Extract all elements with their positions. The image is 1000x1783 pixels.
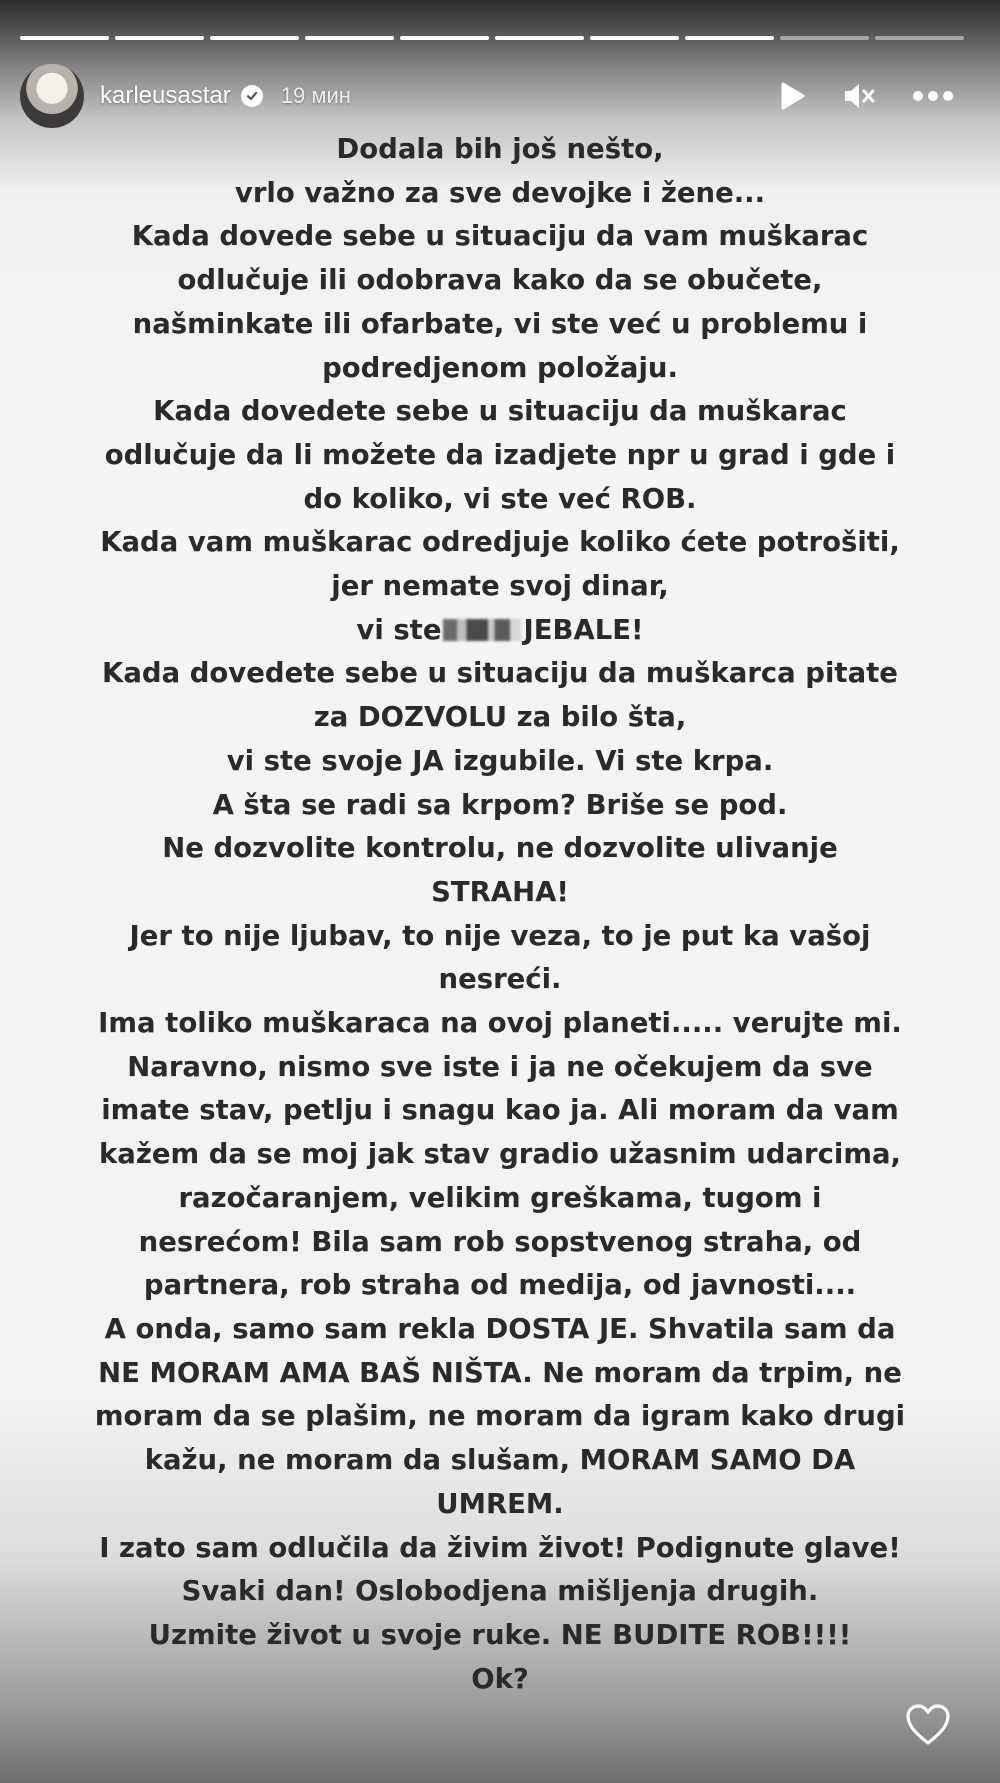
story-line: Kada dovedete sebe u situaciju da muškarac: [153, 395, 847, 428]
mute-button[interactable]: [842, 81, 876, 111]
story-line: odlučuje ili odobrava kako da se obučete,: [177, 264, 823, 297]
progress-segment: [685, 36, 774, 40]
heart-icon: [905, 1703, 951, 1747]
story-line: vi ste svoje JA izgubile. Vi ste krpa.: [226, 744, 774, 777]
verified-badge-icon: [241, 85, 263, 107]
progress-segment: [20, 36, 109, 40]
story-line-censored: [40, 609, 960, 653]
story-line: nesrećom! Bila sam rob sopstvenog straha, od: [138, 1225, 862, 1258]
play-icon: [778, 81, 806, 111]
username[interactable]: karleusastar: [100, 82, 231, 109]
more-icon: [912, 90, 954, 102]
post-time: 19 мин: [280, 83, 351, 108]
censor-blur: [443, 619, 521, 641]
story-line: Kada dovedete sebe u situaciju da muškarca pitate: [102, 657, 898, 690]
story-line-part: vi ste: [356, 613, 442, 646]
story-line: nesreći.: [438, 963, 562, 996]
story-line: imate stav, petlju i snagu kao ja. Ali moram da vam: [101, 1094, 899, 1127]
story-line: Ima toliko muškaraca na ovoj planeti..... verujte mi.: [98, 1007, 902, 1040]
progress-segment: [495, 36, 584, 40]
story-line: Kada vam muškarac odredjuje koliko ćete potrošiti,: [100, 526, 900, 559]
story-line: Naravno, nismo sve iste i ja ne očekujem da sve: [127, 1050, 873, 1083]
progress-segment: [875, 36, 964, 40]
story-line: Ne dozvolite kontrolu, ne dozvolite ulivanje: [162, 832, 838, 865]
story-line: moram da se plašim, ne moram da igram kako drugi: [94, 1400, 906, 1433]
story-line: Ok?: [471, 1662, 529, 1695]
story-line: I zato sam odlučila da živim život! Podignute glave!: [99, 1531, 901, 1564]
story-line: našminkate ili ofarbate, vi ste već u problemu i: [132, 307, 868, 340]
story-line: Kada dovede sebe u situaciju da vam muškarac: [131, 220, 869, 253]
story-line: podredjenom položaju.: [322, 351, 678, 384]
story-line-part: JEBALE!: [523, 613, 644, 646]
story-line: NE MORAM AMA BAŠ NIŠTA. Ne moram da trpim, ne: [98, 1356, 902, 1389]
story-progress-bar: [20, 36, 964, 40]
story-text: [40, 128, 960, 1701]
mute-icon: [842, 81, 876, 111]
story-line: jer nemate svoj dinar,: [331, 570, 669, 603]
story-line: UMREM.: [436, 1487, 564, 1520]
story-line: A šta se radi sa krpom? Briše se pod.: [212, 788, 788, 821]
play-button[interactable]: [778, 81, 806, 111]
progress-segment: [210, 36, 299, 40]
progress-segment: [590, 36, 679, 40]
story-line: partnera, rob straha od medija, od javnosti....: [143, 1269, 857, 1302]
story-line: kažem da se moj jak stav gradio užasnim udarcima,: [99, 1138, 901, 1171]
story-line: kažu, ne moram da slušam, MORAM SAMO DA: [144, 1444, 856, 1477]
story-line: za DOZVOLU za bilo šta,: [313, 701, 687, 734]
story-line: razočaranjem, velikim greškama, tugom i: [178, 1181, 822, 1214]
story-line: Uzmite život u svoje ruke. NE BUDITE ROB!!!!: [148, 1618, 852, 1651]
progress-segment: [400, 36, 489, 40]
story-header: [20, 64, 964, 128]
progress-segment-current: [780, 36, 869, 40]
story-line: do koliko, vi ste već ROB.: [303, 482, 697, 515]
story-line: Dodala bih još nešto,: [336, 133, 664, 165]
story-controls: [778, 81, 964, 111]
more-options-button[interactable]: [912, 90, 954, 102]
progress-segment: [115, 36, 204, 40]
story-line: vrlo važno za sve devojke i žene...: [234, 176, 766, 209]
like-button[interactable]: [905, 1703, 951, 1747]
story-line: A onda, samo sam rekla DOSTA JE. Shvatila sam da: [104, 1312, 896, 1345]
story-line: Jer to nije ljubav, to nije veza, to je put ka vašoj: [129, 919, 871, 952]
story-line: odlučuje da li možete da izadjete npr u grad i gde i: [104, 438, 896, 471]
story-line: STRAHA!: [431, 875, 569, 908]
avatar[interactable]: [20, 64, 84, 128]
story-line: Svaki dan! Oslobodjena mišljenja drugih.: [181, 1575, 819, 1608]
progress-segment: [305, 36, 394, 40]
